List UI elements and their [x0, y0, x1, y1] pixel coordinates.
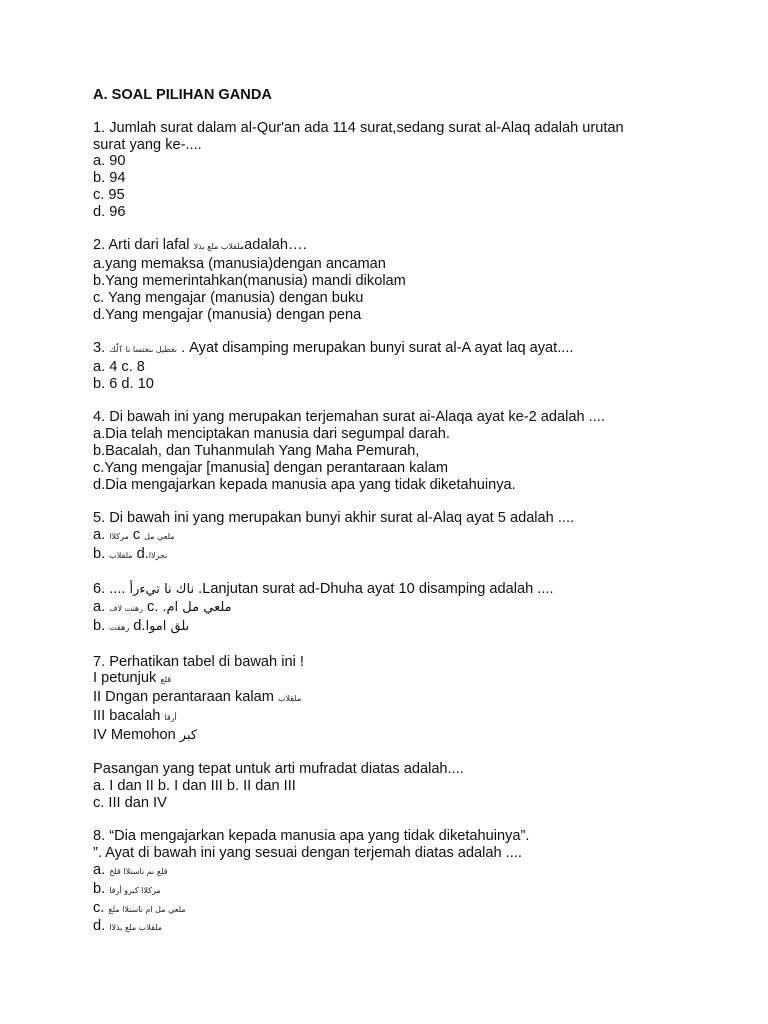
question-5-d-arabic: نجرلاا: [148, 550, 168, 560]
section-heading: A. SOAL PILIHAN GANDA: [93, 87, 272, 103]
question-1: [93, 120, 733, 221]
question-8-c-arabic: ملعي مل ام ناسنلاا ملع: [108, 904, 186, 914]
question-3-prefix: 3.: [93, 340, 110, 357]
question-4-option-c: c.Yang mengajar [manusia] dengan perantaraan kalam: [93, 459, 449, 476]
question-4-option-b: b.Bacalah, dan Tuhanmulah Yang Maha Pemurah,: [93, 442, 420, 459]
question-6-arabic: ناك نا تيءرأ: [129, 582, 195, 598]
question-6-d-prefix: d.: [129, 617, 146, 634]
question-7-pairs-text: Pasangan yang tepat untuk arti mufradat diatas adalah....: [93, 761, 464, 778]
question-8-a-arabic: قلع نم ناسنلاا قلخ: [109, 867, 168, 877]
question-7-row-2: [93, 689, 733, 708]
question-7: [93, 654, 733, 745]
question-7-row-1: [93, 670, 733, 689]
question-7-row-4-label: IV Memohon: [93, 726, 180, 743]
question-2: [93, 237, 733, 323]
question-5-a-arabic: مركلاا: [109, 531, 129, 541]
question-6-a-prefix: a.: [93, 599, 110, 616]
question-5-a-prefix: a.: [93, 526, 110, 543]
question-8: [93, 828, 733, 937]
question-7-row-3-arabic: أرقا: [164, 712, 177, 722]
question-7-row-1-label: I petunjuk: [93, 670, 161, 687]
question-6-b-prefix: b.: [93, 617, 110, 634]
question-4-option-d: d.Dia mengajarkan kepada manusia apa yang tidak diketahuinya.: [93, 476, 516, 493]
question-5-text: 5. Di bawah ini yang merupakan bunyi akhir surat al-Alaq ayat 5 adalah ....: [93, 510, 575, 527]
question-5-c-prefix: c: [132, 526, 141, 543]
question-5-options-b-d: [93, 546, 733, 565]
question-7-text: 7. Perhatikan tabel di bawah ini !: [93, 653, 304, 670]
question-2-option-b: b.Yang memerintahkan(manusia) mandi dikolam: [93, 272, 406, 289]
question-3: [93, 340, 733, 392]
question-2-arabic: ملقلاب ملع يذلا: [193, 242, 245, 252]
question-6-c-prefix: c. .: [142, 599, 167, 616]
question-5-c-arabic: ملعي مل: [144, 531, 175, 541]
question-1-text-line-1: 1. Jumlah surat dalam al-Qur'an ada 114 surat,sedang surat al-Alaq adalah urutan: [93, 119, 624, 136]
question-1-option-a: a. 90: [93, 153, 126, 170]
question-3-suffix: . Ayat disamping merupakan bunyi surat al-A ayat laq ayat....: [177, 340, 574, 357]
question-8-b-arabic: مركلاا كبرو أرقا: [109, 885, 161, 895]
question-7-pairs-options-1: a. I dan II b. I dan III b. II dan III: [93, 778, 296, 795]
question-6-b-arabic: رهقت: [109, 622, 130, 632]
question-5-b-arabic: ملقلاب: [109, 550, 133, 560]
question-7-row-4: [93, 727, 733, 745]
question-7-pairs-options-2: c. III dan IV: [93, 794, 167, 811]
question-7-row-2-label: II Dngan perantaraan kalam: [93, 689, 278, 706]
question-4: [93, 409, 733, 493]
question-8-d-arabic: ملقلاب ملع يذلاا: [109, 923, 163, 933]
question-6-prefix: 6. ....: [93, 581, 130, 598]
question-3-options-a-c: a. 4 c. 8: [93, 358, 145, 375]
question-7-row-4-arabic: كبر: [179, 727, 198, 743]
question-2-option-d: d.Yang mengajar (manusia) dengan pena: [93, 306, 362, 323]
question-8-text-line-2: ”. Ayat di bawah ini yang sesuai dengan terjemah diatas adalah ....: [93, 845, 522, 862]
question-8-c-prefix: c.: [93, 899, 109, 916]
question-1-text-line-2: surat yang ke-....: [93, 136, 202, 153]
question-7-pairs: [93, 761, 733, 811]
question-2-text: [93, 237, 733, 256]
question-8-d-prefix: d.: [93, 918, 110, 935]
question-6-suffix: .Lanjutan surat ad-Dhuha ayat 10 disamping adalah ....: [194, 581, 554, 598]
question-4-text: 4. Di bawah ini yang merupakan terjemahan surat ai-Alaqa ayat ke-2 adalah ....: [93, 409, 605, 426]
question-1-option-c: c. 95: [93, 186, 125, 203]
question-6-a-arabic: رهنت لاف: [109, 604, 143, 614]
question-8-option-c: [93, 900, 733, 919]
question-6-options-a-c: [93, 599, 733, 618]
question-7-row-2-arabic: ملقلاب: [277, 694, 302, 704]
question-2-prefix: 2. Arti dari lafal: [93, 237, 194, 254]
question-8-b-prefix: b.: [93, 880, 110, 897]
question-2-option-a: a.yang memaksa (manusia)dengan ancaman: [93, 256, 386, 273]
question-7-row-3-label: III bacalah: [93, 707, 165, 724]
question-3-arabic: ىغطيل ىنغتسا نا ٱلّٰك: [109, 345, 178, 355]
question-5: [93, 510, 733, 564]
question-8-option-a: [93, 862, 733, 881]
question-6-c-arabic: ملعي مل ام: [166, 600, 232, 616]
question-3-text: [93, 340, 733, 359]
question-7-row-3: [93, 708, 733, 727]
question-6: [93, 581, 733, 636]
question-8-text-line-1: 8. “Dia mengajarkan kepada manusia apa yang tidak diketahuinya”.: [93, 828, 530, 845]
question-6-options-b-d: [93, 618, 733, 637]
question-2-option-c: c. Yang mengajar (manusia) dengan buku: [93, 289, 364, 306]
question-3-options-b-d: b. 6 d. 10: [93, 375, 154, 392]
document-content: [93, 87, 733, 954]
question-8-option-d: [93, 918, 733, 937]
question-8-a-prefix: a.: [93, 862, 110, 879]
question-6-text: [93, 581, 733, 599]
question-6-d-arabic: ىلق اموا: [145, 618, 190, 634]
question-4-option-a: a.Dia telah menciptakan manusia dari segumpal darah.: [93, 426, 450, 443]
question-5-d-prefix: d.: [132, 545, 149, 562]
question-1-option-d: d. 96: [93, 203, 126, 220]
question-5-options-a-c: [93, 527, 733, 546]
question-5-b-prefix: b.: [93, 545, 110, 562]
question-2-suffix: adalah….: [244, 237, 307, 254]
question-1-option-b: b. 94: [93, 170, 126, 187]
question-7-row-1-arabic: قلع: [160, 675, 172, 685]
question-8-option-b: [93, 881, 733, 900]
